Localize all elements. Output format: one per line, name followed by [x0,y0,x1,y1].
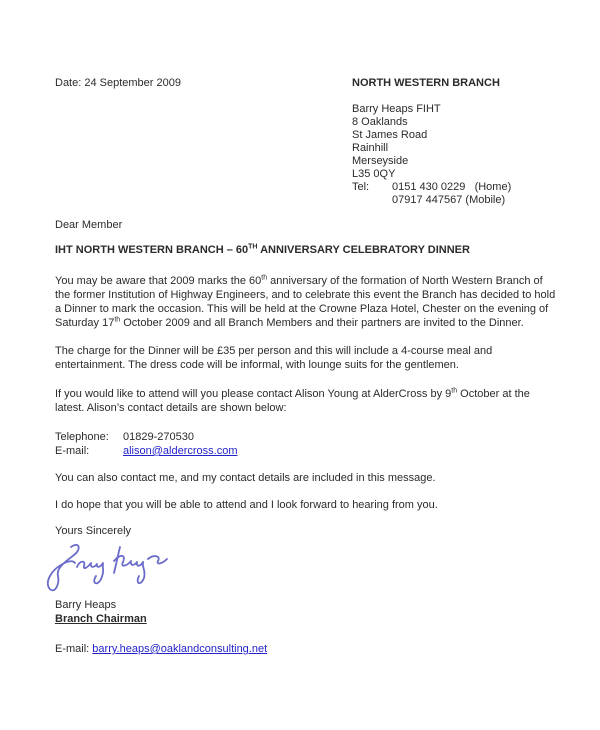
email-label: E-mail: [55,445,90,457]
paragraph-anniversary [55,274,560,330]
telephone-value: 01829-270530 [123,431,194,443]
paragraph-also-contact: You can also contact me, and my contact details are included in this message. [55,472,436,484]
address-line: 8 Oaklands [352,116,408,128]
recipient-name: Barry Heaps FIHT [352,103,441,115]
paragraph-charge: The charge for the Dinner will be £35 per person and this will include a 4-course meal and entertainment. The dress code will be informal, with lounge suits for the gentlemen. [55,345,493,371]
address-postcode: L35 0QY [352,168,396,180]
tel-home: 0151 430 0229 (Home) [392,181,512,193]
heading-superscript: TH [248,243,258,251]
alison-email-link[interactable]: alison@aldercross.com [123,445,238,457]
signer-block [55,598,147,626]
telephone-row [55,430,238,444]
tel-mobile: 07917 447567 (Mobile) [392,194,506,206]
telephone-label: Telephone: [55,431,109,443]
footer-email-row [55,643,267,655]
signer-name: Barry Heaps [55,599,117,611]
email-row [55,444,238,458]
signature-image [46,538,178,598]
paragraph-text: anniversary of the formation of North Western Branch of the former Institution of Highway Engineers, and to celebrate this event the Branch has decided to hold a Dinner to mark the occasion. This will be held at the Crowne Plaza Hotel, Chester on the evening of Saturday 17 [55,275,556,329]
heading-text: IHT NORTH WESTERN BRANCH – 60 [55,244,249,256]
branch-title: NORTH WESTERN BRANCH [352,77,500,89]
recipient-address-block [352,77,511,207]
footer-email-label: E-mail: [55,643,90,655]
tel-label: Tel: [352,181,370,193]
subject-heading [55,244,470,256]
address-line: Merseyside [352,155,409,167]
address-line: Rainhill [352,142,389,154]
paragraph-text: October 2009 and all Branch Members and their partners are invited to the Dinner. [120,317,524,329]
paragraph-hope: I do hope that you will be able to attend and I look forward to hearing from you. [55,499,438,511]
salutation: Dear Member [55,219,123,231]
address-line: St James Road [352,129,428,141]
paragraph-text: October at the latest. Alison’s contact details are shown below: [55,388,530,414]
address-spacer [352,90,511,103]
closing: Yours Sincerely [55,525,132,537]
tel-numbers [392,181,511,207]
signer-role: Branch Chairman [55,613,147,625]
tel-row [352,181,511,207]
signature-strokes [48,545,167,590]
ordinal-superscript: th [114,316,121,324]
ordinal-superscript: th [261,274,268,282]
paragraph-rsvp [55,387,560,415]
paragraph-text: You may be aware that 2009 marks the 60 [55,275,262,287]
paragraph-text: If you would like to attend will you please contact Alison Young at AlderCross by 9 [55,388,452,400]
barry-email-link[interactable]: barry.heaps@oaklandconsulting.net [92,643,268,655]
contact-details-block [55,430,238,458]
date-line: Date: 24 September 2009 [55,77,181,89]
heading-text: ANNIVERSARY CELEBRATORY DINNER [257,244,470,256]
ordinal-superscript: th [451,387,458,395]
